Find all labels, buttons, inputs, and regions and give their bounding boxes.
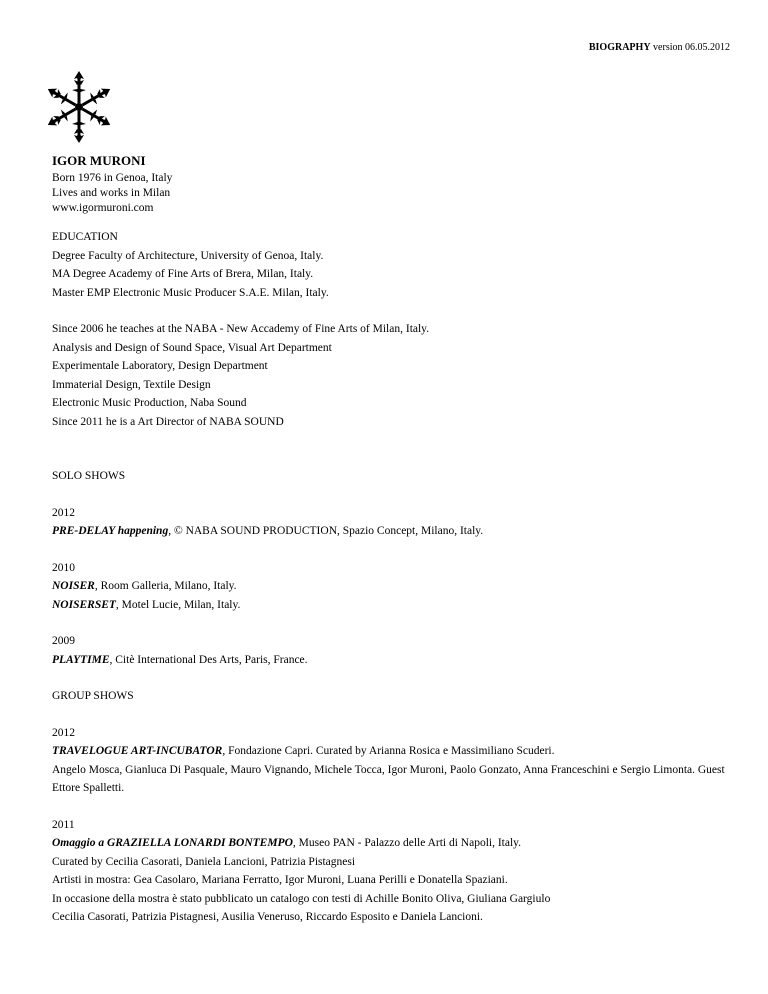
website-link[interactable]: www.igormuroni.com [52, 202, 154, 214]
exhibition-title: NOISERSET [52, 598, 116, 611]
group-2011 [52, 816, 732, 927]
exhibition-note: Curated by Cecilia Casorati, Daniela Lancioni, Patrizia Pistagnesi [52, 855, 356, 868]
exhibition-details: , Room Galleria, Milano, Italy. [94, 580, 237, 592]
exhibition-entry [52, 651, 732, 670]
teaching-item: Immaterial Design, Textile Design [52, 378, 211, 391]
exhibition-title: PLAYTIME [52, 653, 110, 666]
exhibition-title: Omaggio a GRAZIELLA LONARDI BONTEMPO [52, 837, 293, 849]
teaching-item: Since 2011 he is a Art Director of NABA SOUND [52, 415, 284, 428]
exhibition-note: Cecilia Casorati, Patrizia Pistagnesi, Ausilia Veneruso, Riccardo Esposito e Daniela Lancioni. [52, 911, 483, 923]
education-item: Degree Faculty of Architecture, University of Genoa, Italy. [52, 249, 324, 262]
artist-info [52, 171, 732, 216]
exhibition-details: , Fondazione Capri. Curated by Arianna Rosica e Massimiliano Scuderi. [222, 745, 555, 757]
artist-name: IGOR MURONI [52, 153, 146, 168]
exhibition-details: , Citè International Des Arts, Paris, France. [109, 653, 308, 666]
lives-line: Lives and works in Milan [52, 187, 171, 199]
exhibition-title: TRAVELOGUE ART-INCUBATOR [52, 745, 223, 757]
exhibition-entry [52, 834, 732, 853]
exhibition-details: , Museo PAN - Palazzo delle Arti di Napoli, Italy. [292, 837, 522, 849]
group-2012 [52, 724, 732, 798]
education-item: MA Degree Academy of Fine Arts of Brera, Milan, Italy. [52, 268, 314, 280]
solo-shows-heading: SOLO SHOWS [52, 470, 126, 482]
education-heading: EDUCATION [52, 231, 118, 243]
biography-content [52, 153, 732, 927]
header-label: BIOGRAPHY [588, 42, 651, 53]
education-list [52, 247, 732, 303]
year-label: 2010 [52, 561, 75, 574]
participating-artists: Angelo Mosca, Gianluca Di Pasquale, Mauro Vignando, Michele Tocca, Igor Muroni, Paolo Gonzato, Anna Franceschini e Sergio Limonta. Guest Ettore Spalletti. [52, 763, 725, 794]
solo-2010 [52, 559, 732, 615]
exhibition-entry [52, 577, 732, 596]
born-line: Born 1976 in Genoa, Italy [52, 172, 173, 184]
exhibition-note: Artisti in mostra: Gea Casolaro, Mariana Ferratto, Igor Muroni, Luana Perilli e Donatella Spaziani. [52, 874, 508, 886]
year-label: 2011 [52, 818, 75, 831]
solo-2012 [52, 504, 732, 541]
exhibition-entry [52, 742, 732, 761]
group-shows-heading: GROUP SHOWS [52, 690, 134, 702]
exhibition-note: In occasione della mostra è stato pubblicato un catalogo con testi di Achille Bonito Oliva, Giuliana Gargiulo [52, 892, 551, 905]
exhibition-entry [52, 522, 732, 541]
exhibition-details: , © NABA SOUND PRODUCTION, Spazio Concept, Milano, Italy. [168, 525, 484, 537]
exhibition-details: , Motel Lucie, Milan, Italy. [115, 598, 241, 611]
document-header [589, 42, 730, 53]
exhibition-title: PRE-DELAY happening [52, 525, 169, 537]
year-label: 2012 [52, 726, 75, 739]
education-item: Master EMP Electronic Music Producer S.A.E. Milan, Italy. [52, 286, 329, 299]
teaching-item: Analysis and Design of Sound Space, Visual Art Department [52, 341, 332, 354]
teaching-list [52, 320, 732, 431]
year-label: 2009 [52, 635, 75, 647]
solo-2009 [52, 632, 732, 669]
exhibition-title: NOISER [52, 580, 95, 592]
teaching-item: Experimentale Laboratory, Design Department [52, 360, 268, 372]
exhibition-entry [52, 596, 732, 615]
ornamental-star-icon [39, 67, 119, 147]
teaching-item: Electronic Music Production, Naba Sound [52, 397, 247, 409]
header-version: version 06.05.2012 [653, 42, 730, 53]
teaching-item: Since 2006 he teaches at the NABA - New Accademy of Fine Arts of Milan, Italy. [52, 323, 430, 335]
year-label: 2012 [52, 506, 75, 519]
